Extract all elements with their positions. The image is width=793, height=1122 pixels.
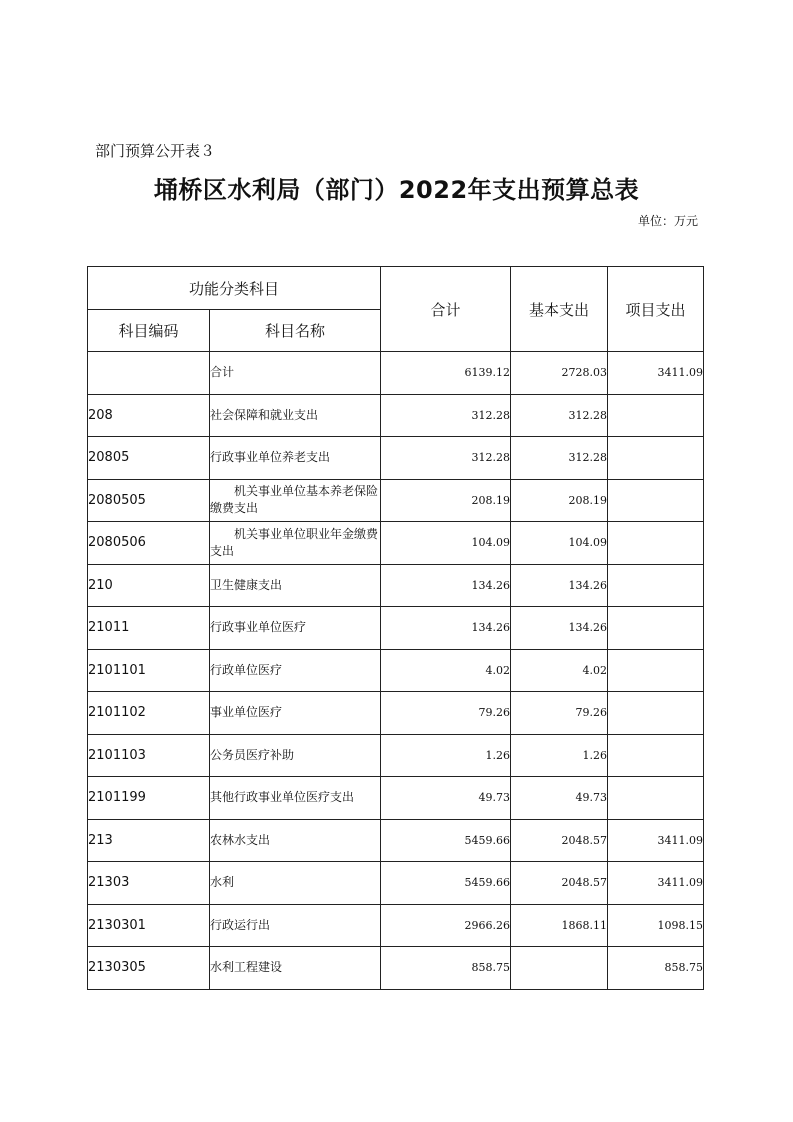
table-row: [88, 862, 704, 905]
subject-name: 其他行政事业单位医疗支出: [210, 777, 381, 820]
basic-value: 312.28: [511, 437, 608, 480]
subject-code: [88, 352, 210, 395]
subject-name: 合计: [210, 352, 381, 395]
document-label: 部门预算公开表３: [95, 142, 216, 160]
subject-code: 2130305: [88, 947, 210, 990]
subject-code: 21011: [88, 607, 210, 650]
table-row: [88, 734, 704, 777]
subject-code: 21303: [88, 862, 210, 905]
total-value: 6139.12: [381, 352, 511, 395]
total-value: 2966.26: [381, 904, 511, 947]
subject-name: 行政事业单位医疗: [210, 607, 381, 650]
project-value: 1098.15: [608, 904, 704, 947]
subject-name: 行政单位医疗: [210, 649, 381, 692]
header-subject-code: 科目编码: [88, 310, 210, 352]
basic-value: 2728.03: [511, 352, 608, 395]
subject-code: 2101199: [88, 777, 210, 820]
table-row: [88, 352, 704, 395]
subject-name: 行政事业单位养老支出: [210, 437, 381, 480]
subject-name: 机关事业单位职业年金缴费支出: [210, 522, 381, 565]
basic-value: 49.73: [511, 777, 608, 820]
basic-value: 104.09: [511, 522, 608, 565]
subject-name: 农林水支出: [210, 819, 381, 862]
table-row: [88, 692, 704, 735]
total-value: 5459.66: [381, 862, 511, 905]
subject-code: 2080505: [88, 479, 210, 522]
project-value: 3411.09: [608, 862, 704, 905]
subject-code: 2130301: [88, 904, 210, 947]
total-value: 49.73: [381, 777, 511, 820]
total-value: 312.28: [381, 394, 511, 437]
project-value: [608, 479, 704, 522]
total-value: 79.26: [381, 692, 511, 735]
basic-value: 1868.11: [511, 904, 608, 947]
project-value: [608, 649, 704, 692]
header-total: 合计: [381, 267, 511, 352]
document-title: 埇桥区水利局（部门）2022年支出预算总表: [153, 176, 640, 204]
project-value: [608, 394, 704, 437]
total-value: 5459.66: [381, 819, 511, 862]
project-value: 3411.09: [608, 352, 704, 395]
subject-name: 公务员医疗补助: [210, 734, 381, 777]
project-value: [608, 522, 704, 565]
basic-value: 134.26: [511, 564, 608, 607]
basic-value: 1.26: [511, 734, 608, 777]
project-value: [608, 564, 704, 607]
total-value: 208.19: [381, 479, 511, 522]
table-row: [88, 947, 704, 990]
basic-value: 134.26: [511, 607, 608, 650]
subject-code: 2101102: [88, 692, 210, 735]
header-project-expense: 项目支出: [608, 267, 704, 352]
project-value: 858.75: [608, 947, 704, 990]
basic-value: 79.26: [511, 692, 608, 735]
total-value: 134.26: [381, 607, 511, 650]
subject-code: 20805: [88, 437, 210, 480]
total-value: 312.28: [381, 437, 511, 480]
subject-code: 208: [88, 394, 210, 437]
total-value: 1.26: [381, 734, 511, 777]
project-value: [608, 607, 704, 650]
table-row: [88, 479, 704, 522]
table-row: [88, 819, 704, 862]
project-value: [608, 437, 704, 480]
header-function-category: 功能分类科目: [88, 267, 381, 310]
subject-code: 2101103: [88, 734, 210, 777]
subject-name: 卫生健康支出: [210, 564, 381, 607]
basic-value: 4.02: [511, 649, 608, 692]
basic-value: [511, 947, 608, 990]
basic-value: 2048.57: [511, 862, 608, 905]
basic-value: 2048.57: [511, 819, 608, 862]
subject-name: 水利工程建设: [210, 947, 381, 990]
basic-value: 208.19: [511, 479, 608, 522]
subject-name: 机关事业单位基本养老保险缴费支出: [210, 479, 381, 522]
table-row: [88, 564, 704, 607]
project-value: [608, 692, 704, 735]
table-row: [88, 649, 704, 692]
budget-table: [87, 266, 704, 990]
table-row: [88, 522, 704, 565]
project-value: [608, 734, 704, 777]
subject-code: 2101101: [88, 649, 210, 692]
total-value: 104.09: [381, 522, 511, 565]
table-row: [88, 904, 704, 947]
total-value: 4.02: [381, 649, 511, 692]
table-row: [88, 437, 704, 480]
header-subject-name: 科目名称: [210, 310, 381, 352]
unit-label: 单位：万元: [637, 214, 698, 228]
subject-name: 社会保障和就业支出: [210, 394, 381, 437]
subject-name: 事业单位医疗: [210, 692, 381, 735]
basic-value: 312.28: [511, 394, 608, 437]
subject-code: 210: [88, 564, 210, 607]
total-value: 134.26: [381, 564, 511, 607]
table-row: [88, 777, 704, 820]
header-basic-expense: 基本支出: [511, 267, 608, 352]
total-value: 858.75: [381, 947, 511, 990]
table-row: [88, 394, 704, 437]
subject-code: 2080506: [88, 522, 210, 565]
subject-name: 行政运行出: [210, 904, 381, 947]
subject-name: 水利: [210, 862, 381, 905]
project-value: 3411.09: [608, 819, 704, 862]
subject-code: 213: [88, 819, 210, 862]
project-value: [608, 777, 704, 820]
table-row: [88, 607, 704, 650]
